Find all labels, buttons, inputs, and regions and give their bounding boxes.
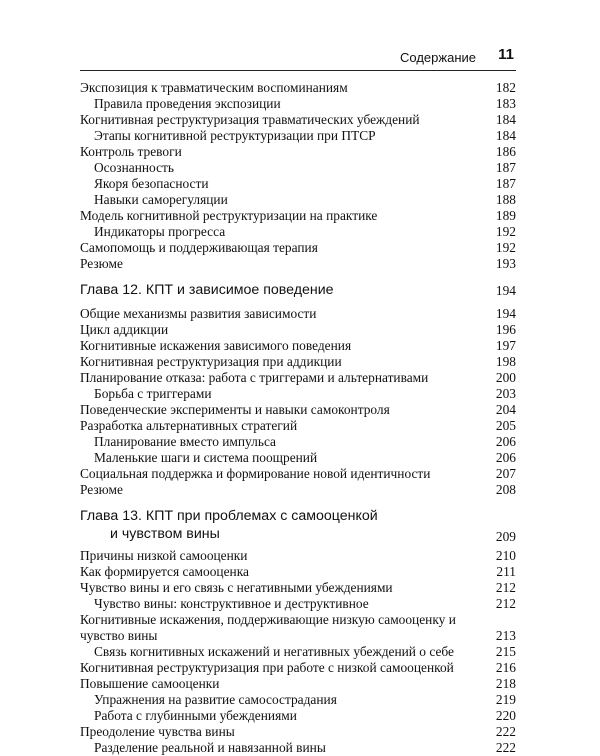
- toc-entry-title: Осознанность: [94, 160, 174, 175]
- toc-entry: [80, 354, 516, 370]
- toc-entry-title: Упражнения на развитие самосострадания: [94, 692, 337, 707]
- toc-entry-page: 203: [495, 386, 516, 401]
- toc-entry-page: 207: [495, 466, 516, 481]
- toc-entry-page: 212: [495, 596, 516, 611]
- toc-entry-title: Планирование вместо импульса: [94, 434, 276, 449]
- toc-entry: [80, 322, 516, 338]
- toc-entry-title: Правила проведения экспозиции: [94, 96, 281, 111]
- header-rule: [80, 70, 516, 71]
- toc-entry-page: 215: [495, 644, 516, 659]
- toc-entry-title: Планирование отказа: работа с триггерами и альтернативами: [80, 370, 429, 385]
- toc-entry-page: 196: [495, 322, 516, 337]
- toc-subentry: [80, 192, 516, 208]
- toc-entry: [80, 112, 516, 128]
- toc-entry-title: Разделение реальной и навязанной вины: [94, 740, 326, 755]
- toc-entry-page: 186: [495, 144, 516, 159]
- toc-entry-title: Связь когнитивных искажений и негативных убеждений о себе: [94, 644, 454, 659]
- toc-entry-title: Контроль тревоги: [80, 144, 182, 159]
- toc-entry-title: Самопомощь и поддерживающая терапия: [80, 240, 318, 255]
- table-of-contents: [80, 80, 516, 756]
- toc-entry: [80, 660, 516, 676]
- toc-entry-page: 216: [495, 660, 516, 675]
- toc-entry-page: 219: [495, 692, 516, 707]
- toc-entry-title: Чувство вины и его связь с негативными убеждениями: [80, 580, 393, 595]
- toc-entry-title: Навыки саморегуляции: [94, 192, 228, 207]
- toc-subentry: [80, 644, 516, 660]
- toc-entry: [80, 564, 516, 580]
- toc-entry-title: Как формируется самооценка: [80, 564, 249, 579]
- toc-entry-page: 220: [495, 708, 516, 723]
- toc-entry-page: 198: [495, 354, 516, 369]
- toc-subentry: [80, 740, 516, 756]
- toc-entry-page: 189: [495, 208, 516, 223]
- toc-entry-page: 210: [495, 548, 516, 563]
- toc-entry: [80, 256, 516, 272]
- toc-subentry: [80, 450, 516, 466]
- toc-entry: [80, 306, 516, 322]
- chapter-heading-13: [80, 508, 516, 548]
- toc-entry: [80, 144, 516, 160]
- toc-entry-title: Борьба с триггерами: [94, 386, 212, 401]
- chapter-title: Глава 12. КПТ и зависимое поведение: [80, 282, 334, 298]
- toc-entry-page: 213: [495, 628, 516, 643]
- toc-entry-title: Причины низкой самооценки: [80, 548, 248, 563]
- toc-entry: [80, 418, 516, 434]
- toc-entry-page: 183: [495, 96, 516, 111]
- chapter-heading-12: [80, 282, 516, 306]
- toc-entry-page: 208: [495, 482, 516, 497]
- toc-entry-title: Якоря безопасности: [94, 176, 209, 191]
- toc-entry-page: 222: [495, 740, 516, 755]
- toc-subentry: [80, 596, 516, 612]
- toc-entry-page: 222: [495, 724, 516, 739]
- toc-entry-page: 188: [495, 192, 516, 207]
- toc-entry-title: Когнитивная реструктуризация при работе с низкой самооценкой: [80, 660, 454, 675]
- toc-entry: [80, 676, 516, 692]
- toc-entry: [80, 466, 516, 482]
- chapter-title-line1: Глава 13. КПТ при проблемах с самооценкой: [80, 508, 378, 524]
- toc-entry-page: 187: [495, 176, 516, 191]
- toc-entry: [80, 612, 516, 644]
- toc-entry-page: 200: [495, 370, 516, 385]
- toc-entry-page: 192: [495, 240, 516, 255]
- toc-entry-title: Резюме: [80, 482, 123, 497]
- toc-entry: [80, 482, 516, 498]
- toc-entry-page: 194: [495, 306, 516, 321]
- toc-entry-title: Экспозиция к травматическим воспоминаниям: [80, 80, 348, 95]
- toc-entry-title: Общие механизмы развития зависимости: [80, 306, 317, 321]
- toc-entry-page: 187: [495, 160, 516, 175]
- toc-entry-title: Когнитивные искажения зависимого поведения: [80, 338, 352, 353]
- toc-subentry: [80, 160, 516, 176]
- toc-subentry: [80, 224, 516, 240]
- toc-subentry: [80, 128, 516, 144]
- toc-entry-page: 193: [495, 256, 516, 271]
- toc-subentry: [80, 708, 516, 724]
- toc-entry-page: 205: [495, 418, 516, 433]
- toc-subentry: [80, 692, 516, 708]
- toc-section-chapter11-continued: [80, 80, 516, 272]
- chapter-title-line2: и чувством вины: [110, 526, 220, 542]
- toc-entry-page: 206: [495, 434, 516, 449]
- toc-entry-title: Разработка альтернативных стратегий: [80, 418, 298, 433]
- toc-entry: [80, 402, 516, 418]
- toc-subentry: [80, 434, 516, 450]
- toc-entry-page: 184: [495, 112, 516, 127]
- toc-entry: [80, 208, 516, 224]
- toc-entry-page: 206: [495, 450, 516, 465]
- toc-entry-page: 212: [495, 580, 516, 595]
- chapter-page: 209: [495, 529, 516, 544]
- toc-entry-title: Когнитивная реструктуризация травматических убеждений: [80, 112, 420, 127]
- toc-entry-title: Этапы когнитивной реструктуризации при ПТСР: [94, 128, 376, 143]
- toc-entry: [80, 240, 516, 256]
- toc-entry: [80, 370, 516, 386]
- toc-entry-title: Модель когнитивной реструктуризации на практике: [80, 208, 378, 223]
- toc-entry-title: Чувство вины: конструктивное и деструктивное: [94, 596, 369, 611]
- toc-entry-page: 184: [495, 128, 516, 143]
- toc-entry-page: 182: [495, 80, 516, 95]
- chapter-page: 194: [495, 283, 516, 298]
- header-title: Содержание: [400, 50, 476, 65]
- toc-entry-page: 204: [495, 402, 516, 417]
- toc-entry-title: Маленькие шаги и система поощрений: [94, 450, 318, 465]
- toc-entry-title: Поведенческие эксперименты и навыки самоконтроля: [80, 402, 390, 417]
- toc-section-chapter12: [80, 306, 516, 498]
- toc-entry-title: Преодоление чувства вины: [80, 724, 235, 739]
- toc-entry: [80, 548, 516, 564]
- toc-subentry: [80, 386, 516, 402]
- toc-entry-title: Работа с глубинными убеждениями: [94, 708, 297, 723]
- toc-entry-title: Социальная поддержка и формирование новой идентичности: [80, 466, 431, 481]
- toc-entry: [80, 724, 516, 740]
- toc-entry: [80, 80, 516, 96]
- toc-entry-title: Резюме: [80, 256, 123, 271]
- toc-entry-page: 218: [495, 676, 516, 691]
- running-header: [80, 46, 516, 68]
- toc-entry-title: Повышение самооценки: [80, 676, 220, 691]
- toc-entry-title: Когнитивная реструктуризация при аддикции: [80, 354, 342, 369]
- toc-entry-page: 192: [495, 224, 516, 239]
- page-number: 11: [498, 46, 514, 63]
- toc-entry-page: 197: [495, 338, 516, 353]
- toc-entry-title: Когнитивные искажения, поддерживающие низкую самооценку и чувство вины: [80, 612, 456, 643]
- toc-entry: [80, 580, 516, 596]
- toc-entry-title: Цикл аддикции: [80, 322, 169, 337]
- toc-entry-title: Индикаторы прогресса: [94, 224, 226, 239]
- toc-subentry: [80, 176, 516, 192]
- toc-entry: [80, 338, 516, 354]
- toc-section-chapter13: [80, 548, 516, 756]
- toc-subentry: [80, 96, 516, 112]
- toc-entry-page: 211: [496, 564, 516, 579]
